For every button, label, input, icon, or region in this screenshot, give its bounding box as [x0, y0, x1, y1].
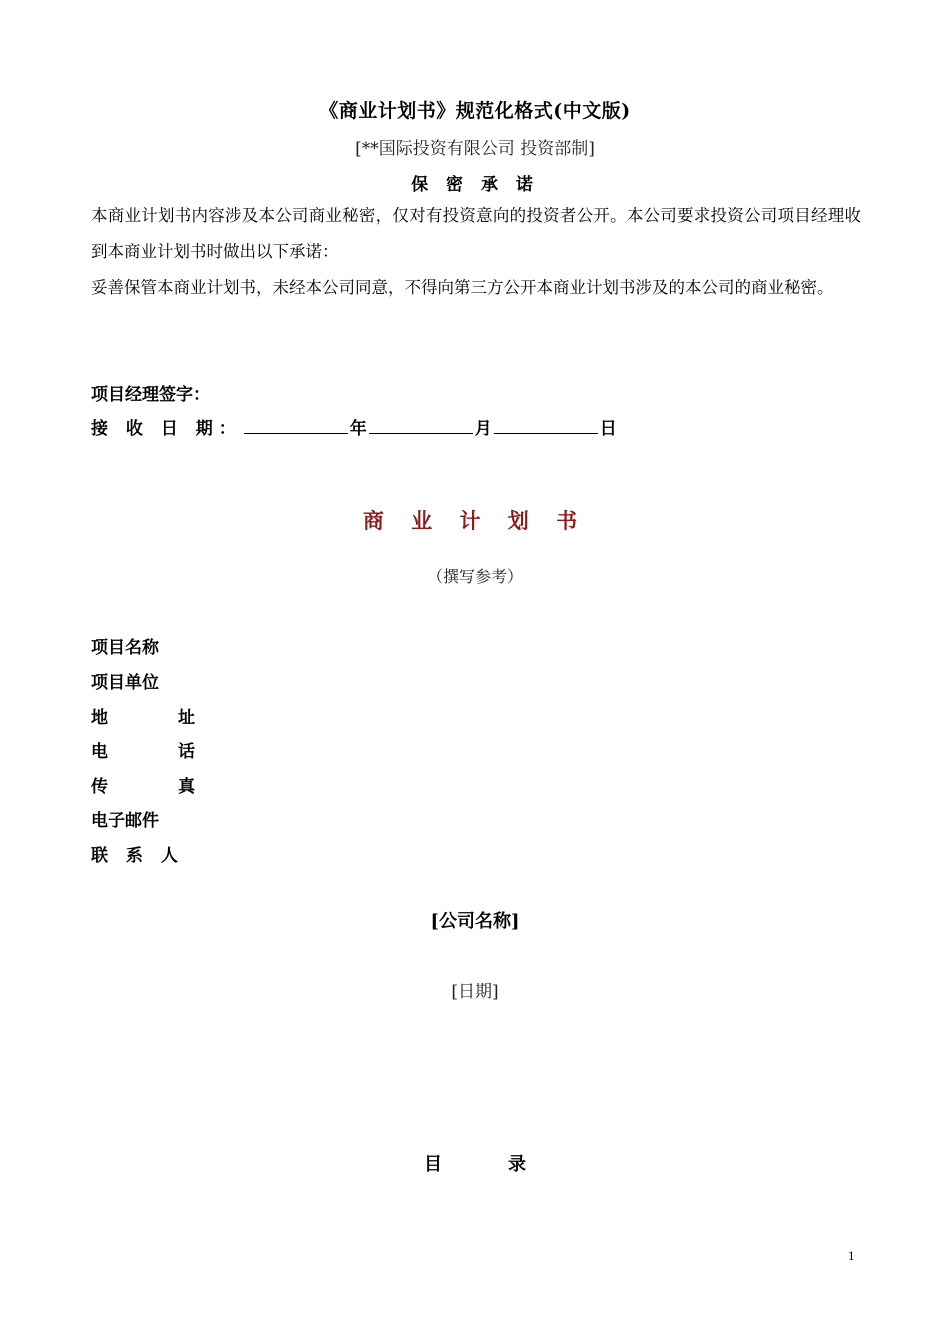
month-blank: [369, 415, 473, 434]
field-address: [91, 703, 195, 728]
year-label: 年: [349, 419, 367, 439]
document-title: 《商业计划书》规范化格式(中文版): [319, 100, 631, 122]
confidentiality-paragraph-2: 妥善保管本商业计划书，未经本公司同意，不得向第三方公开本商业计划书涉及的本公司的商业秘密。: [91, 278, 834, 297]
toc-char-2: 录: [508, 1154, 526, 1175]
field-address-char-1: 地: [91, 708, 108, 728]
toc-char-1: 目: [424, 1154, 442, 1175]
document-subtitle: [**国际投资有限公司 投资部制]: [355, 139, 595, 159]
receive-date-label: 接 收 日 期：: [91, 419, 242, 439]
month-label: 月: [474, 419, 492, 439]
field-email: 电子邮件: [91, 811, 159, 831]
date-placeholder: [日期]: [451, 982, 499, 1002]
field-fax-char-2: 真: [178, 777, 195, 797]
confidentiality-paragraph-1: 本商业计划书内容涉及本公司商业秘密，仅对有投资意向的投资者公开。本公司要求投资公司项目经理收到本商业计划书时做出以下承诺：: [91, 206, 861, 261]
page-number: 1: [848, 1248, 855, 1263]
field-address-char-2: 址: [178, 708, 195, 728]
receive-date-row: [91, 414, 617, 439]
day-label: 日: [599, 419, 617, 439]
field-phone-char-2: 话: [178, 742, 195, 762]
day-blank: [494, 415, 598, 434]
business-plan-subtitle: （撰写参考）: [426, 567, 523, 586]
field-fax-char-1: 传: [91, 777, 108, 797]
confidentiality-heading: 保 密 承 诺: [411, 175, 539, 195]
signature-label: 项目经理签字：: [91, 385, 210, 405]
year-blank: [244, 415, 348, 434]
field-project-unit: 项目单位: [91, 673, 159, 693]
company-name-placeholder: [公司名称]: [430, 911, 520, 932]
field-contact: 联 系 人: [91, 846, 184, 866]
field-project-name: 项目名称: [91, 638, 159, 658]
field-phone: [91, 737, 195, 762]
field-fax: [91, 772, 195, 797]
table-of-contents-heading: [0, 1150, 950, 1176]
business-plan-title: 商 业 计 划 书: [362, 508, 588, 533]
field-phone-char-1: 电: [91, 742, 108, 762]
